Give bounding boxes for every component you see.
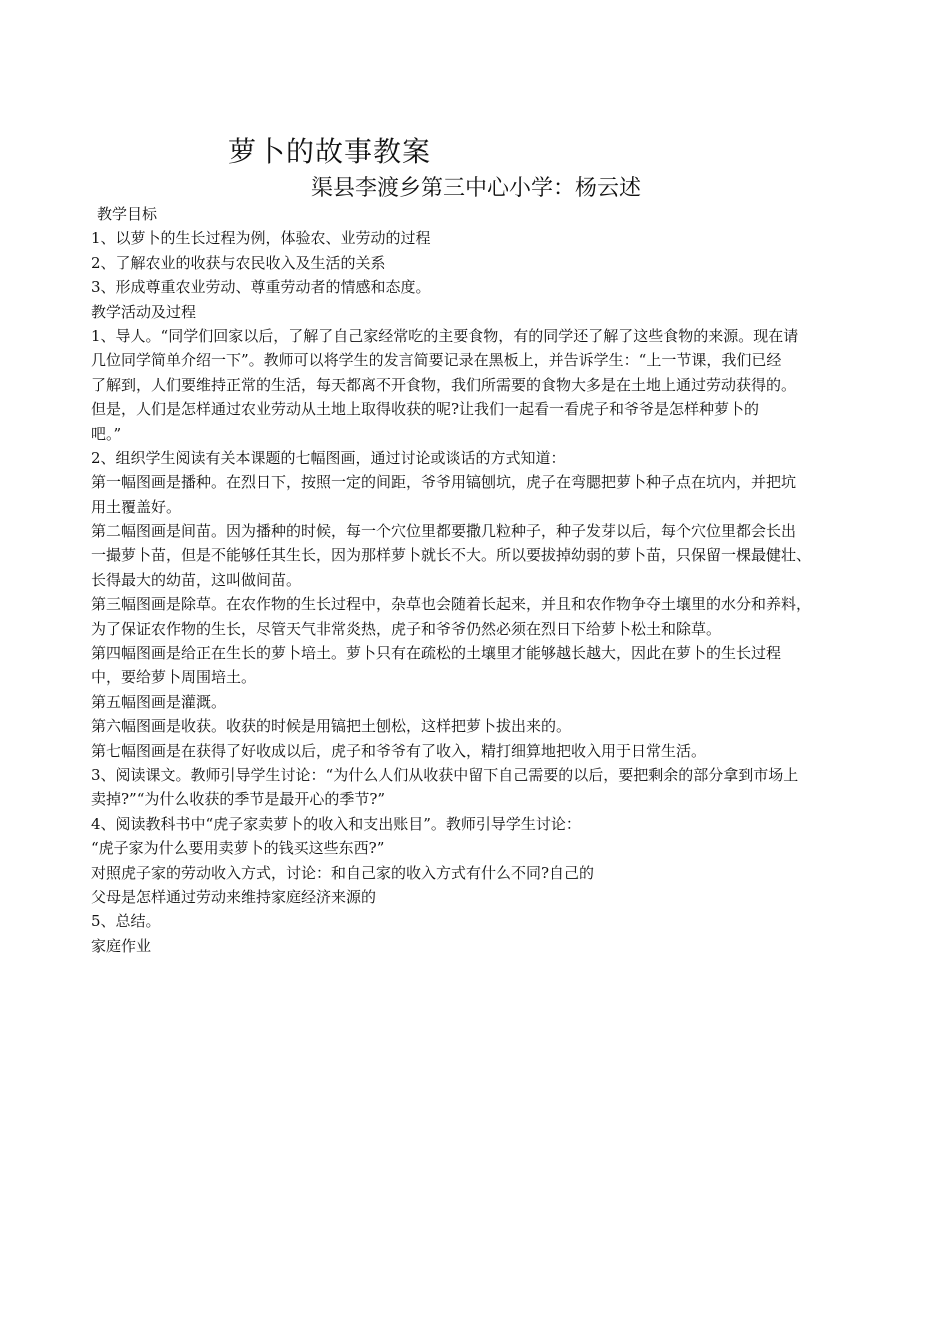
- text-line: 吧。”: [91, 424, 122, 443]
- text-line: 第六幅图画是收获。收获的时候是用镐把土刨松，这样把萝卜拔出来的。: [91, 717, 572, 736]
- section-heading-activities: 教学活动及过程: [91, 302, 197, 321]
- text-line: 第一幅图画是播种。在烈日下，按照一定的间距，爷爷用镐刨坑，虎子在弯腮把萝卜种子点在坑内，并把坑: [91, 473, 797, 492]
- author-line: 渠县李渡乡第三中心小学：杨云述: [311, 176, 642, 201]
- document-body: [91, 202, 881, 958]
- text-line: 父母是怎样通过劳动来维持家庭经济来源的: [91, 887, 377, 906]
- text-line: 1、导人。“同学们回家以后，了解了自己家经常吃的主要食物，有的同学还了解了这些食物的来源。现在请: [91, 326, 799, 345]
- document-title: 萝卜的故事教案: [228, 135, 432, 168]
- section-heading-goals: 教学目标: [97, 205, 158, 223]
- text-line: 3、形成尊重农业劳动、尊重劳动者的情感和态度。: [91, 278, 431, 297]
- text-line: 第五幅图画是灌溉。: [91, 692, 227, 711]
- text-line: 为了保证农作物的生长，尽管天气非常炎热，虎子和爷爷仍然必须在烈日下给萝卜松土和除草。: [91, 619, 722, 638]
- text-line: 1、以萝卜的生长过程为例，体验农、业劳动的过程: [91, 229, 431, 248]
- text-line: 中，要给萝卜周围培土。: [91, 668, 257, 687]
- text-line: 第三幅图画是除草。在农作物的生长过程中，杂草也会随着长起来，并且和农作物争夺土壤里的水分和养料，: [91, 595, 812, 614]
- text-line: 第七幅图画是在获得了好收成以后，虎子和爷爷有了收入，精打细算地把收入用于日常生活。: [91, 741, 707, 760]
- text-line: 第四幅图画是给正在生长的萝卜培土。萝卜只有在疏松的土壤里才能够越长越大，因此在萝卜的生长过程: [91, 644, 782, 663]
- text-line: 4、阅读教科书中“虎子家卖萝卜的收入和支出账目”。教师引导学生讨论：: [91, 814, 581, 833]
- text-line: 几位同学简单介绍一下”。教师可以将学生的发言简要记录在黑板上，并告诉学生：“上一节课，我们已经: [91, 351, 782, 370]
- text-line: 5、总结。: [91, 912, 161, 931]
- text-line: 了解到，人们要维持正常的生活，每天都离不开食物，我们所需要的食物大多是在土地上通过劳动获得的。: [91, 375, 797, 394]
- text-line: “虎子家为什么要用卖萝卜的钱买这些东西?”: [91, 839, 385, 858]
- text-line: 2、组织学生阅读有关本课题的七幅图画，通过讨论或谈话的方式知道：: [91, 448, 566, 467]
- text-line: 卖掉?”“为什么收获的季节是最开心的季节?”: [91, 790, 386, 809]
- text-line: 对照虎子家的劳动收入方式，讨论：和自己家的收入方式有什么不同?自己的: [91, 863, 595, 882]
- text-line: 一撮萝卜苗，但是不能够任其生长，因为那样萝卜就长不大。所以要拔掉幼弱的萝卜苗，只保留一棵最健壮、: [91, 546, 812, 565]
- section-heading-homework: 家庭作业: [91, 936, 152, 955]
- text-line: 2、了解农业的收获与农民收入及生活的关系: [91, 253, 386, 272]
- text-line: 但是，人们是怎样通过农业劳动从土地上取得收获的呢?让我们一起看一看虎子和爷爷是怎样种萝卜的: [91, 400, 760, 419]
- text-line: 第二幅图画是间苗。因为播种的时候，每一个穴位里都要撒几粒种子，种子发芽以后，每个穴位里都会长出: [91, 522, 797, 541]
- text-line: 长得最大的幼苗，这叫做间苗。: [91, 570, 302, 589]
- text-line: 3、阅读课文。教师引导学生讨论：“为什么人们从收获中留下自己需要的以后，要把剩余的部分拿到市场上: [91, 765, 799, 784]
- text-line: 用土覆盖好。: [91, 497, 182, 516]
